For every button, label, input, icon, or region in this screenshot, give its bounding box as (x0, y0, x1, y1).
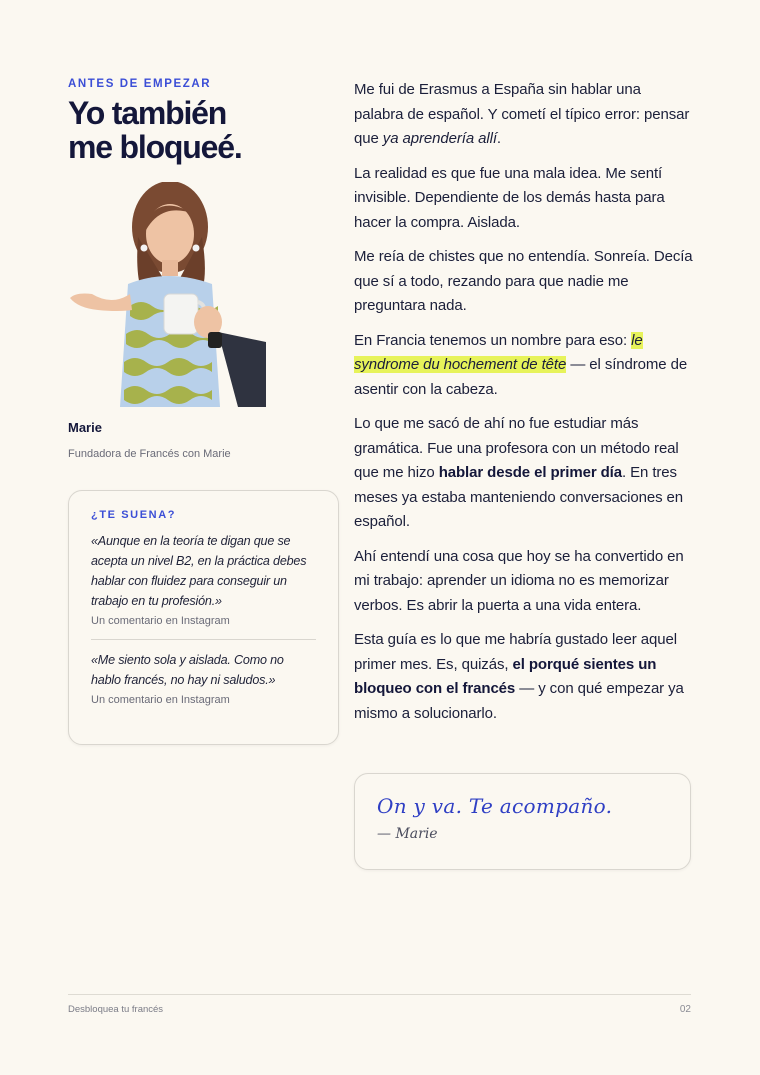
footer-title: Desbloquea tu francés (68, 1004, 164, 1015)
quote-source: Un comentario en Instagram (91, 615, 230, 627)
highlighted-phrase: le syndrome du hochement de tête (354, 331, 643, 373)
signature-box (354, 773, 691, 870)
quote-text: «Aunque en la teoría te digan que se acepta un nivel B2, en la práctica debes hablar con fluidez para conseguir un trabajo en tu profesión.» (91, 534, 307, 608)
author-name: Marie (68, 420, 102, 435)
paragraph: Ahí entendí una cosa que hoy se ha convertido en mi trabajo: aprender un idioma no es memorizar verbos. Es abrir la puerta a una vida entera. (354, 547, 684, 614)
quote-box (68, 490, 339, 745)
paragraph: Lo que me sacó de ahí no fue estudiar más gramática. Fue una profesora con un método real que me hizo hablar desde el primer día. En tres meses ya estaba manteniendo conversaciones en español. (354, 415, 684, 530)
quote-source: Un comentario en Instagram (91, 694, 230, 706)
signature-author: — Marie (377, 826, 438, 842)
paragraph: Me reía de chistes que no entendía. Sonreía. Decía que sí a todo, rezando para que nadie me preguntara nada. (354, 248, 693, 314)
quote-divider (91, 639, 316, 640)
quote-text: «Me siento sola y aislada. Como no hablo francés, no hay ni saludos.» (91, 653, 284, 687)
quote-box-title: ¿TE SUENA? (91, 509, 177, 521)
footer-divider (68, 994, 691, 995)
paragraph: En Francia tenemos un nombre para eso: le syndrome du hochement de tête — el síndrome de asentir con la cabeza. (354, 331, 688, 398)
page-title: Yo también me bloqueé. (68, 95, 242, 165)
left-column (68, 78, 340, 706)
paragraph: Me fui de Erasmus a España sin hablar una palabra de español. Y cometí el típico error: pensar que ya aprendería allí. (354, 81, 690, 147)
paragraph: La realidad es que fue una mala idea. Me sentí invisible. Dependiente de los demás hasta para hacer la compra. Aislada. (354, 164, 665, 231)
eyebrow: ANTES DE EMPEZAR (68, 78, 212, 90)
author-photo (68, 182, 268, 407)
signature-line: On y va. Te acompaño. (377, 794, 613, 818)
author-role: Fundadora de Francés con Marie (68, 448, 231, 460)
body-text (354, 78, 694, 736)
paragraph: Esta guía es lo que me habría gustado leer aquel primer mes. Es, quizás, el porqué sientes un bloqueo con el francés — y con qué empezar ya mismo a solucionarlo. (354, 631, 684, 722)
page-number: 02 (679, 1004, 691, 1015)
